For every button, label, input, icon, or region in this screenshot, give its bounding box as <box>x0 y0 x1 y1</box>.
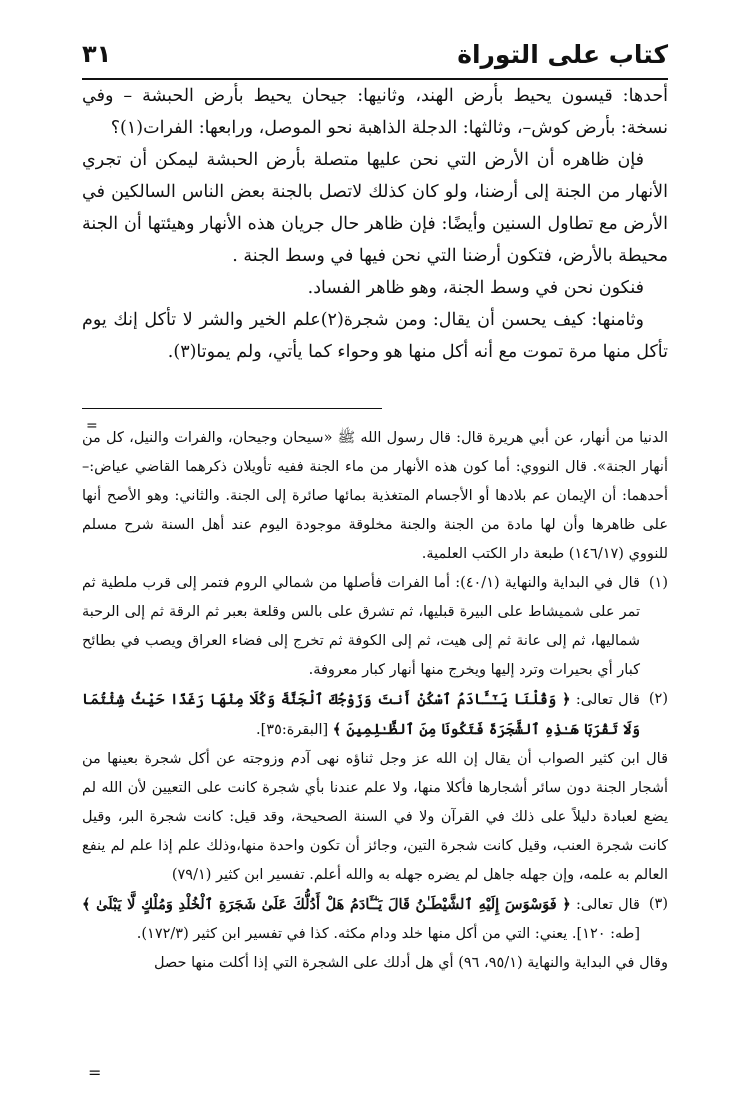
end-continuation-mark: = <box>88 1063 102 1082</box>
footnote-number: (١) <box>648 575 668 591</box>
footnote-separator <box>82 408 382 409</box>
main-text <box>82 80 668 368</box>
page-number: ٣١ <box>82 40 112 68</box>
footnote-1 <box>82 569 668 685</box>
book-title: كتاب على التوراة <box>457 40 668 69</box>
footnote-text: قال في البداية والنهاية (٤٠/١): أما الفرات فأصلها من شمالي الروم فتمر إلى قرب ملطية ثم تمر على شميشاط على البيرة قبليها، ثم تشرق على بالس وقلعة بعبر ثم الرقة ثم إلى الرحبة شماليها، ثم إلى عانة ثم إلى هيت، ثم إلى الكوفة ثم تخرج إلى فضاء العراق ويصب في بطائح كبار أي بحيرات وترد إليها ويخرج منها أنهار كبار معروفة. <box>82 575 640 678</box>
main-paragraph-3: فنكون نحن في وسط الجنة، وهو ظاهر الفساد. <box>307 278 644 298</box>
verse-reference: [البقرة:٣٥]. <box>256 722 329 738</box>
footnote-number: (٢) <box>648 691 668 707</box>
verse-reference: [طه: ١٢٠]. يعني: التي من أكل منها خلد ودام مكثه. كذا في تفسير ابن كثير (١٧٢/٣). <box>136 926 640 942</box>
continuation-mark: = <box>86 418 98 434</box>
main-paragraph-2: فإن ظاهره أن الأرض التي نحن عليها متصلة بأرض الحبشة ليمكن أن تجري الأنهار من الجنة إلى أرضنا، ولو كان كذلك لاتصل بالجنة بعض الناس السالكين في الأرض مع تطاول السنين وأيضًا: فإن ظاهر حال جريان هذه الأنهار وهيئتها أن الجنة محيطة بالأرض، فتكون أرضنا التي نحن فيها في وسط الجنة . <box>82 150 668 266</box>
footnote-intro: قال تعالى: <box>570 692 640 708</box>
footnote-3-body: وقال في البداية والنهاية (٩٥/١، ٩٦) أي هل أدلك على الشجرة التي إذا أكلت منها حصل <box>153 955 668 971</box>
footnote-2 <box>82 685 668 745</box>
footnote-3 <box>82 890 668 949</box>
footnote-number: (٣) <box>648 896 668 912</box>
quran-verse: ﴿ وَقُلْنَا يَـٰٓـَٔادَمُ ٱسْكُنْ أَنتَ وَزَوْجُكَ ٱلْجَنَّةَ وَكُلَا مِنْهَا رَغَدًا حَيْثُ شِئْتُمَا وَلَا تَقْرَبَا هَـٰذِهِ ٱلشَّجَرَةَ فَتَكُونَا مِنَ ٱلظَّـٰلِمِينَ ﴾ <box>82 691 640 738</box>
footnote-continued: الدنيا من أنهار، عن أبي هريرة قال: قال رسول الله ﷺ «سيحان وجيحان، والفرات والنيل، كل من أنهار الجنة». قال النووي: أما كون هذه الأنهار من ماء الجنة ففيه تأويلان ذكرهما القاضي عياض:– أحدهما: أن الإيمان عم بلادها أو الأجسام المتغذية بمائها صائرة إلى الجنة. والثاني: وهو الأصح أنها على ظاهرها وأن لها مادة من الجنة والجنة مخلوقة موجودة اليوم عند أهل السنة شرح مسلم للنووي (١٤٦/١٧) طبعة دار الكتب العلمية. <box>82 430 668 562</box>
footnotes <box>82 424 668 978</box>
footnote-intro: قال تعالى: <box>570 897 640 913</box>
quran-verse: ﴿ فَوَسْوَسَ إِلَيْهِ ٱلشَّيْطَـٰنُ قَالَ يَـٰٓـَٔادَمُ هَلْ أَدُلُّكَ عَلَىٰ شَجَرَةِ ٱلْخُلْدِ وَمُلْكٍ لَّا يَبْلَىٰ ﴾ <box>82 896 571 913</box>
page-header <box>82 38 668 80</box>
main-paragraph-4: وثامنها: كيف يحسن أن يقال: ومن شجرة(٢)علم الخير والشر لا تأكل إنك يوم تأكل منها مرة تموت مع أنه أكل منها هو وحواء كما يأتي، ولم يموتا(٣). <box>82 310 668 362</box>
main-paragraph-1: أحدها: قيسون يحيط بأرض الهند، وثانيها: جيحان يحيط بأرض الحبشة – وفي نسخة: بأرض كوش–، وثالثها: الدجلة الذاهبة نحو الموصل، ورابعها: الفرات(١)؟ <box>82 86 668 138</box>
footnote-2-body: قال ابن كثير الصواب أن يقال إن الله عز وجل ثناؤه نهى آدم وزوجته عن أكل شجرة بعينها من أشجار الجنة دون سائر أشجارها فأكلا منها، ولا علم عندنا بأي شجرة كانت على التعيين لأن الله لم يضع لعبادة دليلاً على ذلك في القرآن ولا في السنة الصحيحة، وقد قيل: كانت شجرة البر، وقيل كانت شجرة العنب، وقيل كانت شجرة التين، وجائز أن تكون واحدة منها،وذلك علم إذا علم لم ينفع العالم به علمه، وإن جهله جاهل لم يضره جهله به والله أعلم. تفسير ابن كثير (٧٩/١) <box>82 751 668 883</box>
